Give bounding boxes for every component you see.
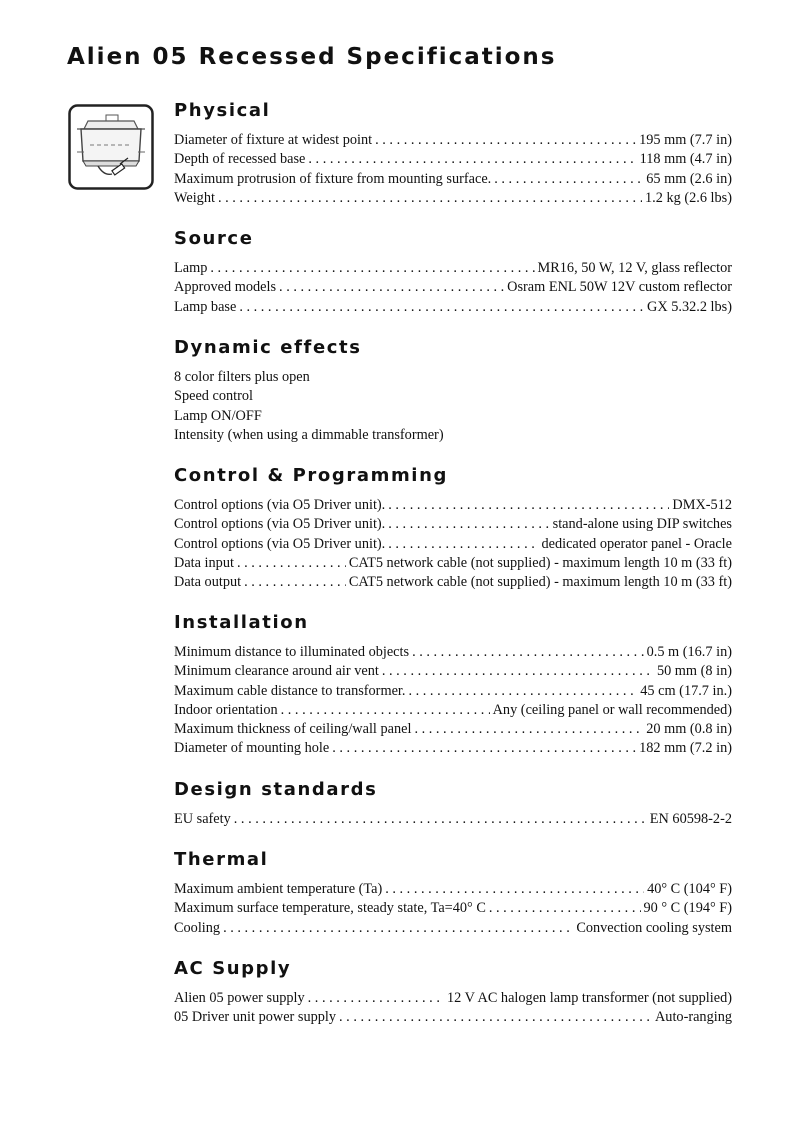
section-physical	[174, 98, 732, 208]
spec-row: Indoor orientation . . . Any (ceiling panel or wall recommended)	[174, 701, 732, 720]
section-source	[174, 226, 732, 317]
section-installation	[174, 610, 732, 759]
section-heading: Control & Programming	[174, 465, 448, 486]
section-thermal	[174, 847, 732, 938]
section-design-standards	[174, 777, 732, 829]
spec-row: Diameter of mounting hole . . . 182 mm (7.2 in)	[174, 739, 732, 758]
section-heading: Physical	[174, 100, 271, 121]
spec-row: Weight . . . 1.2 kg (2.6 lbs)	[174, 189, 732, 208]
spec-row: Data output . . . CAT5 network cable (not supplied) - maximum length 10 m (33 ft)	[174, 573, 732, 592]
section-heading: Design standards	[174, 779, 378, 800]
section-heading: AC Supply	[174, 958, 292, 979]
list-item: Lamp ON/OFF	[174, 407, 262, 424]
recessed-fixture-icon	[68, 104, 154, 190]
section-control-programming	[174, 463, 732, 592]
spec-row: Data input . . . CAT5 network cable (not supplied) - maximum length 10 m (33 ft)	[174, 554, 732, 573]
spec-row: Maximum ambient temperature (Ta) . . . 40° C (104° F)	[174, 880, 732, 899]
spec-row: Depth of recessed base . . . 118 mm (4.7 in)	[174, 150, 732, 169]
list-item: Speed control	[174, 388, 254, 405]
spec-row: Minimum distance to illuminated objects . . . 0.5 m (16.7 in)	[174, 643, 732, 662]
section-heading: Source	[174, 228, 254, 249]
list-item: 8 color filters plus open	[174, 369, 310, 385]
spec-row: Lamp base . . . GX 5.32.2 lbs)	[174, 298, 732, 317]
page-title: Alien 05 Recessed Specifications	[67, 44, 557, 70]
spec-row: Control options (via O5 Driver unit). . . . DMX-512	[174, 496, 732, 515]
section-heading: Thermal	[174, 849, 269, 870]
spec-row: Approved models . . . Osram ENL 50W 12V custom reflector	[174, 278, 732, 297]
spec-row: Maximum surface temperature, steady state, Ta=40° C . . . 90 ° C (194° F)	[174, 899, 732, 918]
spec-row: 05 Driver unit power supply . . . Auto-ranging	[174, 1008, 732, 1027]
section-ac-supply	[174, 956, 732, 1028]
spec-row: Diameter of fixture at widest point . . . 195 mm (7.7 in)	[174, 131, 732, 150]
section-heading: Dynamic effects	[174, 337, 362, 358]
list-item: Intensity (when using a dimmable transformer)	[174, 426, 444, 443]
spec-row: Maximum cable distance to transformer. . . . 45 cm (17.7 in.)	[174, 682, 732, 701]
spec-row: Cooling . . . Convection cooling system	[174, 919, 732, 938]
spec-row: EU safety . . . EN 60598-2-2	[174, 810, 732, 829]
spec-row: Alien 05 power supply . . . 12 V AC halogen lamp transformer (not supplied)	[174, 989, 732, 1008]
spec-row: Maximum protrusion of fixture from mounting surface. . . . 65 mm (2.6 in)	[174, 170, 732, 189]
spec-row: Minimum clearance around air vent . . . 50 mm (8 in)	[174, 662, 732, 681]
spec-row: Control options (via O5 Driver unit). . . . dedicated operator panel - Oracle	[174, 535, 732, 554]
section-dynamic-effects	[174, 335, 732, 445]
spec-row: Lamp . . . MR16, 50 W, 12 V, glass reflector	[174, 259, 732, 278]
section-heading: Installation	[174, 612, 309, 633]
spec-row: Maximum thickness of ceiling/wall panel . . . 20 mm (0.8 in)	[174, 720, 732, 739]
spec-row: Control options (via O5 Driver unit). . . . stand-alone using DIP switches	[174, 515, 732, 534]
